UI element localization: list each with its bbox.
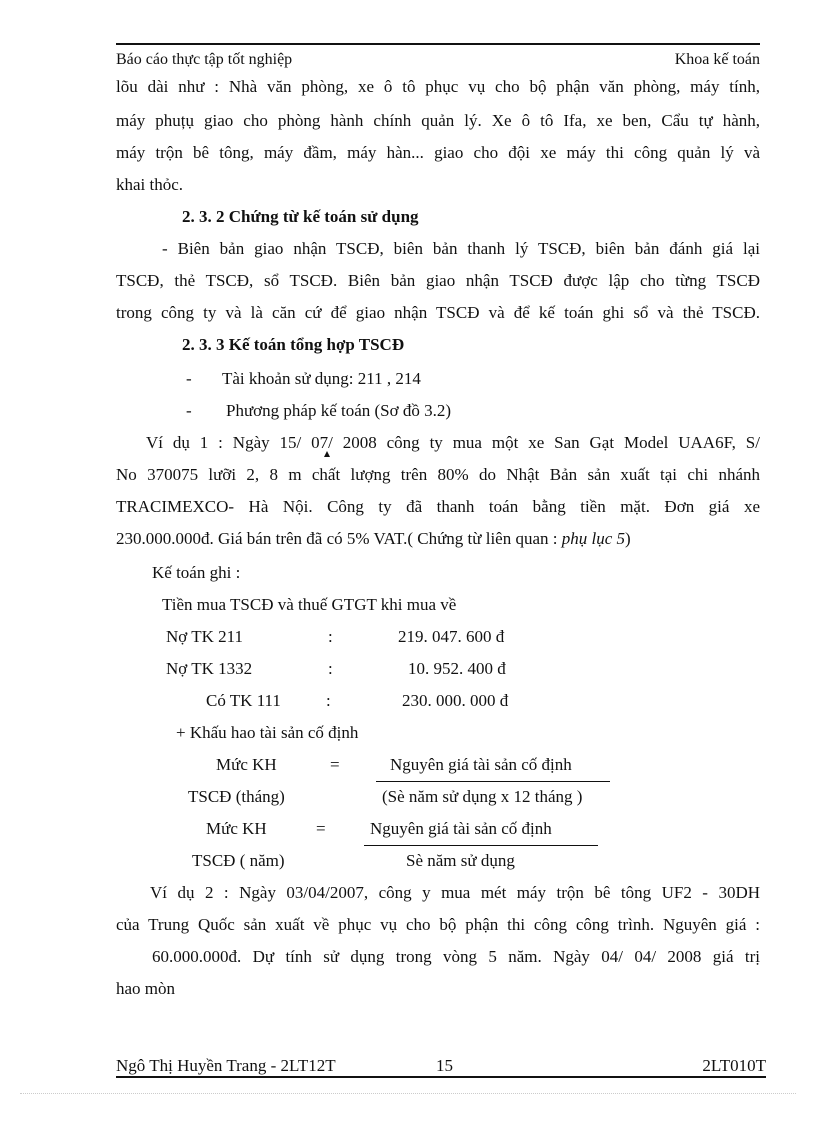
example2-line: Ví dụ 2 : Ngày 03/04/2007, công y mua mét máy trộn bê tông UF2 - 30DH	[150, 883, 760, 902]
example2-line: của Trung Quốc sản xuất về phục vụ cho bộ phận thi công công trình. Nguyên giá :	[116, 915, 760, 934]
para2-line: - Biên bản giao nhận TSCĐ, biên bản thanh lý TSCĐ, biên bản đánh giá lại	[162, 239, 760, 258]
footer-page-number: 15	[436, 1056, 453, 1075]
entry-colon: :	[328, 627, 333, 646]
para1-line: máy phuțụ giao cho phòng hành chính quản lý. Xe ô tô Ifa, xe ben, Cẩu tự hành,	[116, 111, 760, 130]
section-heading-232: 2. 3. 2 Chứng từ kế toán sử dụng	[182, 207, 419, 226]
footer-right: 2LT010T	[702, 1056, 766, 1075]
formula-year-lhs-bottom: TSCĐ ( năm)	[192, 851, 285, 870]
example1-close: )	[625, 529, 631, 548]
example2-line: hao mòn	[116, 979, 176, 998]
formula-month-lhs-top: Mức KH	[216, 755, 277, 774]
formula-year-denominator: Sè năm sử dụng	[406, 851, 515, 870]
formula-year-eq: =	[316, 819, 326, 838]
para2-line: TSCĐ, thẻ TSCĐ, sổ TSCĐ. Biên bản giao nhận TSCĐ được lập cho từng TSCĐ	[116, 271, 760, 290]
formula-year-lhs-top: Mức KH	[206, 819, 267, 838]
entry-amount: 230. 000. 000 đ	[402, 691, 509, 710]
formula-month-fraction-bar	[376, 781, 610, 782]
example1-line: TRACIMEXCO- Hà Nội. Công ty đã thanh toán bằng tiền mặt. Đơn giá xe	[116, 497, 760, 516]
bullet-text: Phương pháp kế toán (Sơ đồ 3.2)	[226, 401, 452, 420]
bullet-text: Tài khoản sử dụng: 211 , 214	[222, 369, 421, 388]
example1-last-line	[116, 529, 760, 549]
section-heading-233: 2. 3. 3 Kế toán tổng hợp TSCĐ	[182, 335, 405, 354]
entry-account: Nợ TK 211	[166, 627, 243, 646]
entry-colon: :	[328, 659, 333, 678]
footer-author: Ngô Thị Huyền Trang - 2LT12T	[116, 1056, 336, 1075]
example2-line: 60.000.000đ. Dự tính sử dụng trong vòng 5 năm. Ngày 04/ 04/ 2008 giá trị	[152, 947, 760, 966]
formula-month-denominator: (Sè năm sử dụng x 12 tháng )	[382, 787, 583, 806]
formula-month-lhs-bottom: TSCĐ (tháng)	[188, 787, 285, 806]
entry-account: Có TK 111	[206, 691, 281, 710]
para1-line: khai thỏc.	[116, 175, 184, 194]
example1-last-text: 230.000.000đ. Giá bán trên đã có 5% VAT.( Chứng từ liên quan :	[116, 529, 562, 548]
entry-colon: :	[326, 691, 331, 710]
page-bottom-dotted-line	[20, 1093, 796, 1094]
header-left: Báo cáo thực tập tốt nghiệp	[116, 51, 293, 68]
entry-amount: 10. 952. 400 đ	[408, 659, 506, 678]
formula-year-numerator: Nguyên giá tài sản cố định	[370, 819, 552, 838]
appendix-reference: phụ lục 5	[561, 529, 626, 548]
cursor-marker	[324, 451, 330, 457]
para1-line: máy trộn bê tông, máy đầm, máy hàn... giao cho đội xe máy thi công quản lý và	[116, 143, 760, 162]
bullet-dash: -	[186, 401, 192, 420]
entry-amount: 219. 047. 600 đ	[398, 627, 505, 646]
formula-year-fraction-bar	[364, 845, 598, 846]
header-top-rule	[116, 43, 760, 45]
formula-month-numerator: Nguyên giá tài sản cố định	[390, 755, 572, 774]
example1-line: Ví dụ 1 : Ngày 15/ 07/ 2008 công ty mua một xe San Gạt Model UAA6F, S/	[146, 433, 760, 452]
footer-rule	[116, 1076, 766, 1078]
formula-month-eq: =	[330, 755, 340, 774]
entry-account: Nợ TK 1332	[166, 659, 253, 678]
ke-toan-ghi-label: Kế toán ghi :	[152, 563, 241, 582]
para2-line: trong công ty và là căn cứ để giao nhận TSCĐ và để kế toán ghi sổ và thẻ TSCĐ.	[116, 303, 760, 322]
example1-line: No 370075 lưỡi 2, 8 m chất lượng trên 80% do Nhật Bản sản xuất tại chi nhánh	[116, 465, 760, 484]
header-right: Khoa kế toán	[674, 51, 760, 68]
depreciation-title: + Khấu hao tài sản cố định	[176, 723, 359, 742]
bullet-dash: -	[186, 369, 192, 388]
entry-title: Tiền mua TSCĐ và thuế GTGT khi mua về	[162, 595, 457, 614]
para1-line: lõu dài như : Nhà văn phòng, xe ô tô phục vụ cho bộ phận văn phòng, máy tính,	[116, 77, 760, 96]
